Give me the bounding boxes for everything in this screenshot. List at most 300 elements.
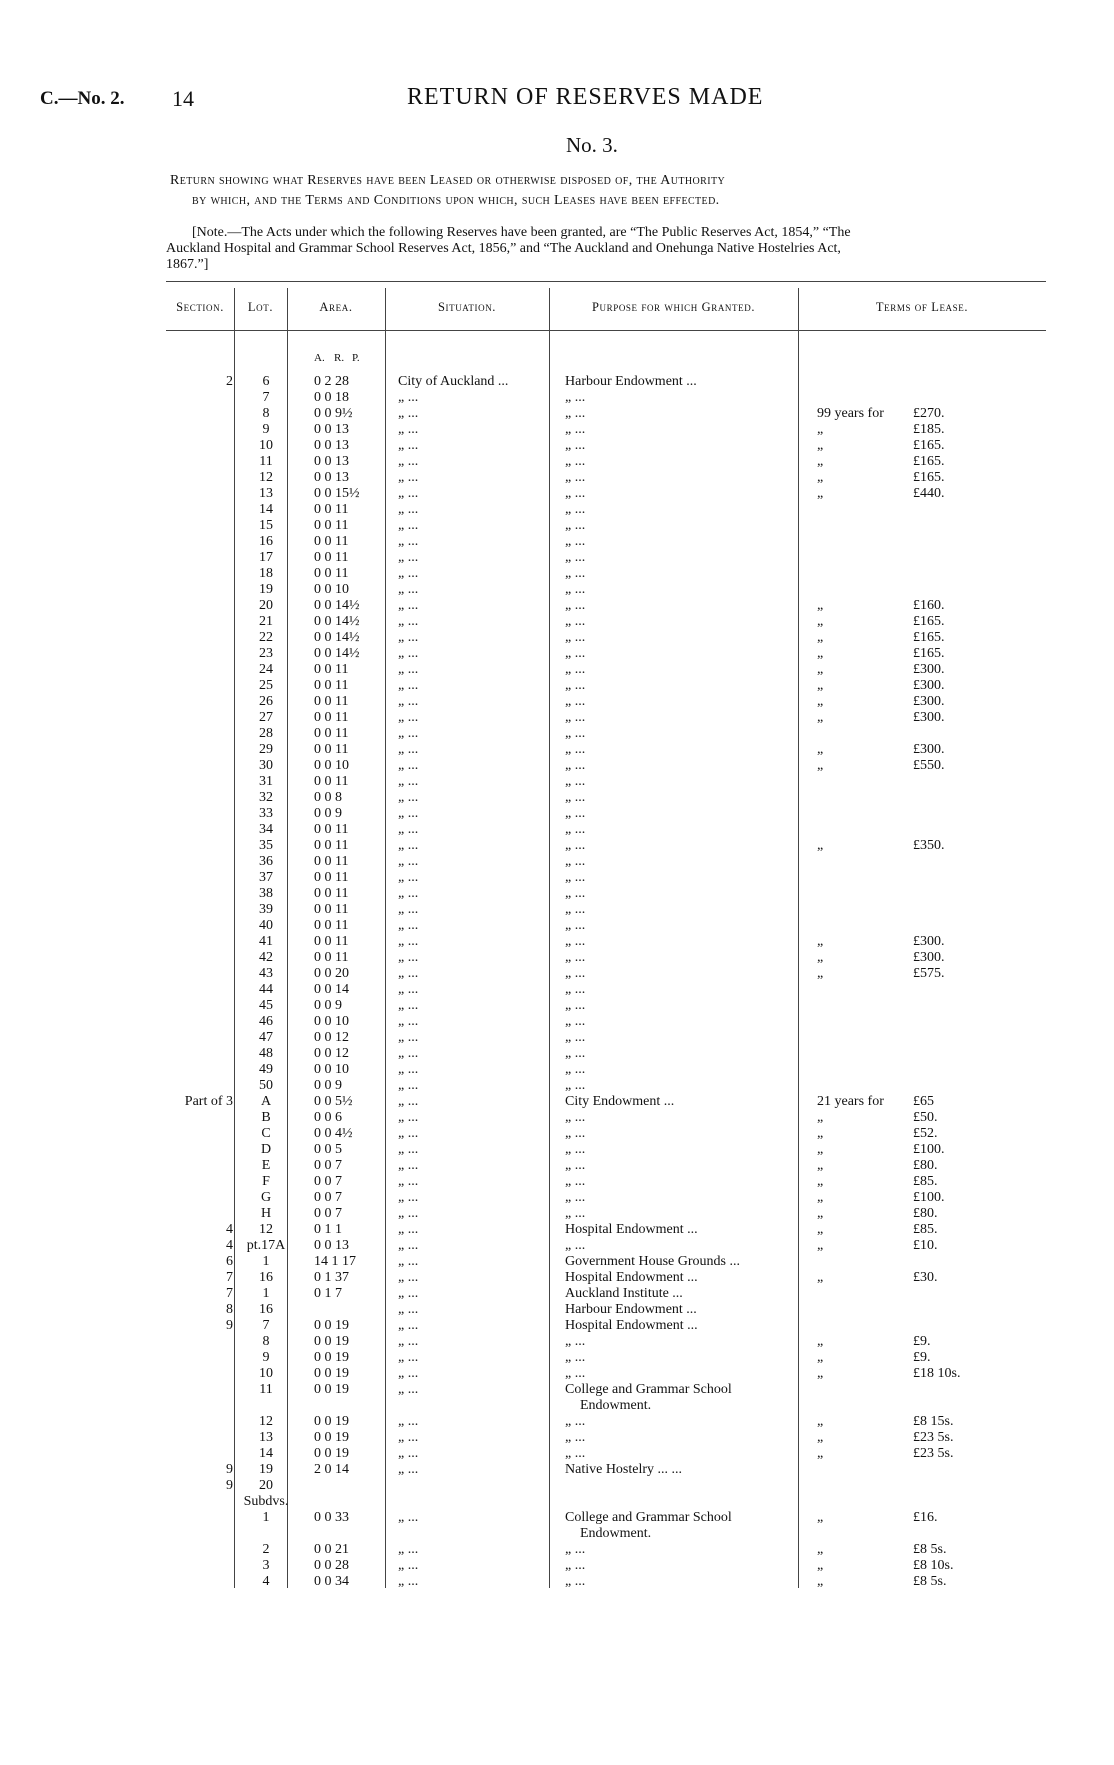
row-lot: 37 bbox=[259, 870, 273, 885]
row-area: 0 0 11 bbox=[314, 726, 349, 741]
row-purpose: „ ... bbox=[565, 390, 586, 405]
row-lease-term: „ bbox=[817, 1542, 824, 1557]
note-line-3: 1867.”] bbox=[166, 257, 209, 272]
row-situation: „ ... bbox=[398, 1238, 419, 1253]
row-lease-amount: £165. bbox=[913, 614, 945, 629]
row-lot: 12 bbox=[259, 470, 273, 485]
row-lot: 11 bbox=[259, 1382, 273, 1397]
row-section: 4 bbox=[226, 1238, 233, 1253]
row-lease-amount: £50. bbox=[913, 1110, 938, 1125]
row-lot: 44 bbox=[259, 982, 273, 997]
row-lease-amount: £440. bbox=[913, 486, 945, 501]
row-purpose: Hospital Endowment ... bbox=[565, 1270, 698, 1285]
row-area: 0 0 11 bbox=[314, 694, 349, 709]
row-area: 2 0 14 bbox=[314, 1462, 349, 1477]
row-section: 2 bbox=[226, 374, 233, 389]
row-lease-term: „ bbox=[817, 1270, 824, 1285]
row-lot: 15 bbox=[259, 518, 273, 533]
row-situation: „ ... bbox=[398, 582, 419, 597]
row-lot: F bbox=[262, 1174, 270, 1189]
row-area: 0 0 14½ bbox=[314, 614, 360, 629]
row-purpose: „ ... bbox=[565, 886, 586, 901]
row-purpose: „ ... bbox=[565, 1014, 586, 1029]
row-situation: City of Auckland ... bbox=[398, 374, 509, 389]
row-area: 0 0 10 bbox=[314, 1062, 349, 1077]
row-area: 0 0 10 bbox=[314, 582, 349, 597]
row-lease-term: „ bbox=[817, 934, 824, 949]
table-row bbox=[0, 886, 1114, 902]
row-lease-term: „ bbox=[817, 598, 824, 613]
row-lease-term: „ bbox=[817, 438, 824, 453]
table-row bbox=[0, 838, 1114, 854]
column-header-lot: Lot. bbox=[247, 300, 274, 314]
row-lease-amount: £300. bbox=[913, 934, 945, 949]
row-area: 0 0 13 bbox=[314, 1238, 349, 1253]
table-row bbox=[0, 630, 1114, 646]
row-area: 0 0 34 bbox=[314, 1574, 349, 1589]
table-row bbox=[0, 406, 1114, 422]
row-situation: „ ... bbox=[398, 886, 419, 901]
table-row bbox=[0, 1478, 1114, 1494]
row-situation: „ ... bbox=[398, 1446, 419, 1461]
row-area: 0 0 8 bbox=[314, 790, 342, 805]
row-situation: „ ... bbox=[398, 502, 419, 517]
row-situation: „ ... bbox=[398, 1462, 419, 1477]
row-lot: 16 bbox=[259, 534, 273, 549]
table-row bbox=[0, 1206, 1114, 1222]
row-lease-amount: £300. bbox=[913, 694, 945, 709]
row-situation: „ ... bbox=[398, 806, 419, 821]
row-lot: 10 bbox=[259, 438, 273, 453]
row-lot: 13 bbox=[259, 1430, 273, 1445]
table-row bbox=[0, 422, 1114, 438]
row-situation: „ ... bbox=[398, 1574, 419, 1589]
row-situation: „ ... bbox=[398, 1142, 419, 1157]
row-purpose: „ ... bbox=[565, 1062, 586, 1077]
row-area: 0 0 13 bbox=[314, 470, 349, 485]
row-area: 0 0 11 bbox=[314, 710, 349, 725]
row-lot: 7 bbox=[262, 1318, 270, 1333]
row-area: 0 0 19 bbox=[314, 1318, 349, 1333]
row-lease-term: „ bbox=[817, 662, 824, 677]
table-row bbox=[0, 550, 1114, 566]
table-row bbox=[0, 678, 1114, 694]
row-purpose: „ ... bbox=[565, 406, 586, 421]
row-purpose: College and Grammar School bbox=[565, 1382, 732, 1397]
row-area: 0 0 18 bbox=[314, 390, 349, 405]
row-lease-term: „ bbox=[817, 1126, 824, 1141]
row-purpose: „ ... bbox=[565, 534, 586, 549]
table-row bbox=[0, 1366, 1114, 1382]
row-purpose: Native Hostelry ... ... bbox=[565, 1462, 683, 1477]
row-lease-term: 99 years for bbox=[817, 406, 884, 421]
row-section: 7 bbox=[226, 1286, 233, 1301]
table-row bbox=[0, 1382, 1114, 1398]
row-purpose: „ ... bbox=[565, 422, 586, 437]
row-purpose: „ ... bbox=[565, 1366, 586, 1381]
row-lease-term: „ bbox=[817, 838, 824, 853]
row-lease-amount: £8 5s. bbox=[913, 1574, 947, 1589]
row-purpose: „ ... bbox=[565, 1558, 586, 1573]
row-lot: 22 bbox=[259, 630, 273, 645]
row-section: Part of 3 bbox=[184, 1094, 233, 1109]
row-area: 0 0 11 bbox=[314, 918, 349, 933]
row-situation: „ ... bbox=[398, 598, 419, 613]
row-purpose: „ ... bbox=[565, 438, 586, 453]
row-situation: „ ... bbox=[398, 950, 419, 965]
row-area: 0 0 11 bbox=[314, 950, 349, 965]
row-situation: „ ... bbox=[398, 406, 419, 421]
return-number: No. 3. bbox=[566, 133, 618, 157]
row-purpose: „ ... bbox=[565, 758, 586, 773]
page-number: 14 bbox=[172, 86, 194, 111]
row-lease-amount: £165. bbox=[913, 646, 945, 661]
row-lot: 17 bbox=[259, 550, 273, 565]
table-row bbox=[0, 598, 1114, 614]
table-row bbox=[0, 470, 1114, 486]
table-row bbox=[0, 806, 1114, 822]
table-row bbox=[0, 1494, 1114, 1510]
table-row bbox=[0, 1430, 1114, 1446]
row-area: 0 0 19 bbox=[314, 1350, 349, 1365]
table-row bbox=[0, 1414, 1114, 1430]
row-situation: „ ... bbox=[398, 390, 419, 405]
page-title: RETURN OF RESERVES MADE bbox=[407, 84, 764, 110]
table-row bbox=[0, 486, 1114, 502]
row-purpose: „ ... bbox=[565, 982, 586, 997]
table-row bbox=[0, 646, 1114, 662]
row-purpose: „ ... bbox=[565, 934, 586, 949]
table-row bbox=[0, 902, 1114, 918]
table-row bbox=[0, 966, 1114, 982]
row-lease-term: „ bbox=[817, 758, 824, 773]
table-row bbox=[0, 438, 1114, 454]
row-area: 0 0 13 bbox=[314, 454, 349, 469]
row-situation: „ ... bbox=[398, 1062, 419, 1077]
row-situation: „ ... bbox=[398, 982, 419, 997]
row-area: 0 0 9 bbox=[314, 806, 342, 821]
row-lot: 10 bbox=[259, 1366, 273, 1381]
row-area: 0 0 11 bbox=[314, 822, 349, 837]
row-situation: „ ... bbox=[398, 1222, 419, 1237]
table-row bbox=[0, 1046, 1114, 1062]
row-purpose: „ ... bbox=[565, 726, 586, 741]
row-lot: A bbox=[260, 1094, 272, 1109]
row-lease-amount: £8 10s. bbox=[913, 1558, 954, 1573]
row-situation: „ ... bbox=[398, 774, 419, 789]
row-situation: „ ... bbox=[398, 742, 419, 757]
table-row bbox=[0, 854, 1114, 870]
table-row bbox=[0, 1030, 1114, 1046]
row-lease-amount: £30. bbox=[913, 1270, 938, 1285]
row-area: 0 0 11 bbox=[314, 518, 349, 533]
row-section: 8 bbox=[226, 1302, 233, 1317]
row-purpose: „ ... bbox=[565, 1334, 586, 1349]
row-area: 0 0 6 bbox=[314, 1110, 342, 1125]
row-purpose: „ ... bbox=[565, 486, 586, 501]
row-lease-term: „ bbox=[817, 1110, 824, 1125]
row-situation: „ ... bbox=[398, 710, 419, 725]
row-lot: 42 bbox=[259, 950, 273, 965]
row-situation: „ ... bbox=[398, 1078, 419, 1093]
row-lot: 19 bbox=[259, 1462, 273, 1477]
row-purpose: „ ... bbox=[565, 1414, 586, 1429]
row-lot: D bbox=[260, 1142, 272, 1157]
table-row bbox=[0, 1574, 1114, 1590]
row-lot: 34 bbox=[259, 822, 273, 837]
row-purpose: „ ... bbox=[565, 822, 586, 837]
row-area: 0 1 37 bbox=[314, 1270, 349, 1285]
row-area: 0 0 9 bbox=[314, 998, 342, 1013]
table-row bbox=[0, 758, 1114, 774]
row-purpose: „ ... bbox=[565, 1046, 586, 1061]
row-area: 0 0 19 bbox=[314, 1334, 349, 1349]
row-purpose: „ ... bbox=[565, 1030, 586, 1045]
row-lease-amount: £575. bbox=[913, 966, 945, 981]
row-area: 0 0 7 bbox=[314, 1190, 342, 1205]
row-purpose: „ ... bbox=[565, 870, 586, 885]
row-area: 0 0 13 bbox=[314, 438, 349, 453]
row-purpose: „ ... bbox=[565, 854, 586, 869]
row-lot: 24 bbox=[259, 662, 273, 677]
row-situation: „ ... bbox=[398, 1110, 419, 1125]
row-situation: „ ... bbox=[398, 470, 419, 485]
row-section: 9 bbox=[226, 1478, 233, 1493]
row-lot: 1 bbox=[262, 1286, 270, 1301]
table-row bbox=[0, 1270, 1114, 1286]
row-purpose-continued: Endowment. bbox=[580, 1398, 652, 1413]
row-lot: 27 bbox=[259, 710, 273, 725]
row-purpose: College and Grammar School bbox=[565, 1510, 732, 1525]
table-row bbox=[0, 1446, 1114, 1462]
row-lease-term: „ bbox=[817, 1174, 824, 1189]
row-situation: „ ... bbox=[398, 966, 419, 981]
row-area: 0 0 11 bbox=[314, 742, 349, 757]
row-lease-term: „ bbox=[817, 950, 824, 965]
row-purpose: „ ... bbox=[565, 1238, 586, 1253]
row-situation: „ ... bbox=[398, 646, 419, 661]
row-situation: „ ... bbox=[398, 1206, 419, 1221]
row-lease-term: „ bbox=[817, 454, 824, 469]
table-row bbox=[0, 1462, 1114, 1478]
row-area: 0 0 12 bbox=[314, 1030, 349, 1045]
table-row bbox=[0, 822, 1114, 838]
row-situation: „ ... bbox=[398, 1334, 419, 1349]
row-purpose: „ ... bbox=[565, 950, 586, 965]
row-area: 0 0 5½ bbox=[314, 1094, 353, 1109]
row-purpose: „ ... bbox=[565, 470, 586, 485]
row-situation: „ ... bbox=[398, 438, 419, 453]
row-area: 0 0 14½ bbox=[314, 598, 360, 613]
note-line-1: [Note.—The Acts under which the following Reserves have been granted, are “The Public Reserves Act, 1854,” “The bbox=[192, 225, 851, 240]
row-lease-amount: £9. bbox=[913, 1350, 931, 1365]
row-purpose-continued: Endowment. bbox=[580, 1526, 652, 1541]
row-lot: H bbox=[260, 1206, 272, 1221]
row-purpose: City Endowment ... bbox=[565, 1094, 675, 1109]
row-area: 0 0 14 bbox=[314, 982, 349, 997]
row-lot: 12 bbox=[259, 1222, 273, 1237]
table-row bbox=[0, 1558, 1114, 1574]
row-purpose: „ ... bbox=[565, 662, 586, 677]
row-lease-amount: £10. bbox=[913, 1238, 938, 1253]
row-lease-amount: £9. bbox=[913, 1334, 931, 1349]
row-lease-amount: £85. bbox=[913, 1174, 938, 1189]
row-lot: 20 bbox=[259, 598, 273, 613]
intro-line-2: by which, and the Terms and Conditions upon which, such Leases have been effected. bbox=[192, 193, 720, 208]
row-lease-term: „ bbox=[817, 1350, 824, 1365]
row-purpose: „ ... bbox=[565, 646, 586, 661]
row-situation: „ ... bbox=[398, 1430, 419, 1445]
note-line-2: Auckland Hospital and Grammar School Reserves Act, 1856,” and “The Auckland and Onehunga Native Hostelries Act, bbox=[166, 241, 841, 256]
row-lease-amount: £300. bbox=[913, 742, 945, 757]
row-lot: 21 bbox=[259, 614, 273, 629]
row-lot: 14 bbox=[259, 1446, 273, 1461]
row-purpose: „ ... bbox=[565, 1126, 586, 1141]
table-row bbox=[0, 1510, 1114, 1526]
row-situation: „ ... bbox=[398, 726, 419, 741]
table-row bbox=[0, 1110, 1114, 1126]
row-area: 0 0 9½ bbox=[314, 406, 353, 421]
row-lot: 13 bbox=[259, 486, 273, 501]
row-lot: 19 bbox=[259, 582, 273, 597]
row-lease-term: „ bbox=[817, 678, 824, 693]
table-row bbox=[0, 566, 1114, 582]
table-row bbox=[0, 710, 1114, 726]
row-area: 0 0 9 bbox=[314, 1078, 342, 1093]
row-lease-amount: £550. bbox=[913, 758, 945, 773]
row-purpose: „ ... bbox=[565, 566, 586, 581]
table-row bbox=[0, 662, 1114, 678]
row-lease-amount: £100. bbox=[913, 1190, 945, 1205]
row-purpose: „ ... bbox=[565, 518, 586, 533]
row-lease-amount: £85. bbox=[913, 1222, 938, 1237]
row-lot: E bbox=[261, 1158, 271, 1173]
row-lease-term: „ bbox=[817, 1574, 824, 1589]
row-situation: „ ... bbox=[398, 1046, 419, 1061]
row-purpose: Harbour Endowment ... bbox=[565, 1302, 697, 1317]
row-situation: „ ... bbox=[398, 422, 419, 437]
row-section: 9 bbox=[226, 1318, 233, 1333]
row-lease-term: „ bbox=[817, 1366, 824, 1381]
row-area: 0 0 11 bbox=[314, 774, 349, 789]
row-lease-term: „ bbox=[817, 614, 824, 629]
row-purpose: „ ... bbox=[565, 502, 586, 517]
row-situation: „ ... bbox=[398, 614, 419, 629]
row-lease-term: „ bbox=[817, 1334, 824, 1349]
table-row bbox=[0, 1078, 1114, 1094]
row-purpose: „ ... bbox=[565, 582, 586, 597]
row-situation: „ ... bbox=[398, 1030, 419, 1045]
row-situation: „ ... bbox=[398, 550, 419, 565]
row-purpose: Auckland Institute ... bbox=[565, 1286, 683, 1301]
row-lease-term: „ bbox=[817, 1238, 824, 1253]
table-row bbox=[0, 1542, 1114, 1558]
row-lot: 43 bbox=[259, 966, 273, 981]
intro-line-1: Return showing what Reserves have been Leased or otherwise disposed of, the Authority bbox=[170, 173, 726, 188]
row-lot: 46 bbox=[259, 1014, 273, 1029]
row-lot: 45 bbox=[259, 998, 273, 1013]
row-purpose: „ ... bbox=[565, 966, 586, 981]
row-area: 0 0 15½ bbox=[314, 486, 360, 501]
row-lot: 8 bbox=[262, 406, 270, 421]
row-situation: „ ... bbox=[398, 870, 419, 885]
table-row bbox=[0, 1526, 1114, 1542]
row-situation: „ ... bbox=[398, 1286, 419, 1301]
row-situation: „ ... bbox=[398, 1190, 419, 1205]
row-lot: 28 bbox=[259, 726, 273, 741]
table-row bbox=[0, 694, 1114, 710]
row-situation: „ ... bbox=[398, 1318, 419, 1333]
row-lease-term: „ bbox=[817, 1190, 824, 1205]
row-area: 0 1 7 bbox=[314, 1286, 342, 1301]
row-purpose: „ ... bbox=[565, 710, 586, 725]
row-purpose: Government House Grounds ... bbox=[565, 1254, 740, 1269]
row-area: 0 0 11 bbox=[314, 934, 349, 949]
row-lease-term: „ bbox=[817, 710, 824, 725]
row-area: 14 1 17 bbox=[314, 1254, 356, 1269]
row-lot: 7 bbox=[262, 390, 270, 405]
row-lot: 36 bbox=[259, 854, 273, 869]
row-lease-term: „ bbox=[817, 1158, 824, 1173]
row-purpose: „ ... bbox=[565, 454, 586, 469]
row-lot: 9 bbox=[262, 1350, 270, 1365]
row-lease-amount: £23 5s. bbox=[913, 1446, 954, 1461]
row-lot: 48 bbox=[259, 1046, 273, 1061]
row-section: 7 bbox=[226, 1270, 233, 1285]
row-purpose: „ ... bbox=[565, 1430, 586, 1445]
row-situation: „ ... bbox=[398, 1510, 419, 1525]
row-situation: „ ... bbox=[398, 1254, 419, 1269]
table-row bbox=[0, 582, 1114, 598]
table-row bbox=[0, 1126, 1114, 1142]
row-situation: „ ... bbox=[398, 1158, 419, 1173]
row-lease-amount: £80. bbox=[913, 1158, 938, 1173]
row-area: 0 0 11 bbox=[314, 870, 349, 885]
table-row bbox=[0, 1238, 1114, 1254]
table-row bbox=[0, 998, 1114, 1014]
row-purpose: „ ... bbox=[565, 790, 586, 805]
row-area: 0 0 14½ bbox=[314, 646, 360, 661]
row-lot: 11 bbox=[259, 454, 273, 469]
row-lot: 38 bbox=[259, 886, 273, 901]
row-lot: B bbox=[261, 1110, 271, 1125]
row-situation: „ ... bbox=[398, 486, 419, 501]
row-lease-term: „ bbox=[817, 1558, 824, 1573]
column-header-situation: Situation. bbox=[437, 300, 497, 314]
table-row bbox=[0, 726, 1114, 742]
row-lease-amount: £165. bbox=[913, 454, 945, 469]
row-section: 9 bbox=[226, 1462, 233, 1477]
row-situation: „ ... bbox=[398, 566, 419, 581]
row-area: 0 0 20 bbox=[314, 966, 349, 981]
table-row bbox=[0, 614, 1114, 630]
row-area: 0 0 19 bbox=[314, 1414, 349, 1429]
row-lot: 20 bbox=[259, 1478, 273, 1493]
row-area: 0 0 19 bbox=[314, 1446, 349, 1461]
row-area: 0 0 11 bbox=[314, 678, 349, 693]
table-row bbox=[0, 870, 1114, 886]
row-lease-amount: £8 15s. bbox=[913, 1414, 954, 1429]
row-situation: „ ... bbox=[398, 678, 419, 693]
row-lot: 47 bbox=[259, 1030, 273, 1045]
row-lot: 35 bbox=[259, 838, 273, 853]
row-lot: G bbox=[260, 1190, 272, 1205]
table-row bbox=[0, 454, 1114, 470]
row-area: 0 0 33 bbox=[314, 1510, 349, 1525]
row-lot: 26 bbox=[259, 694, 273, 709]
row-lot: 14 bbox=[259, 502, 273, 517]
row-lot: 18 bbox=[259, 566, 273, 581]
